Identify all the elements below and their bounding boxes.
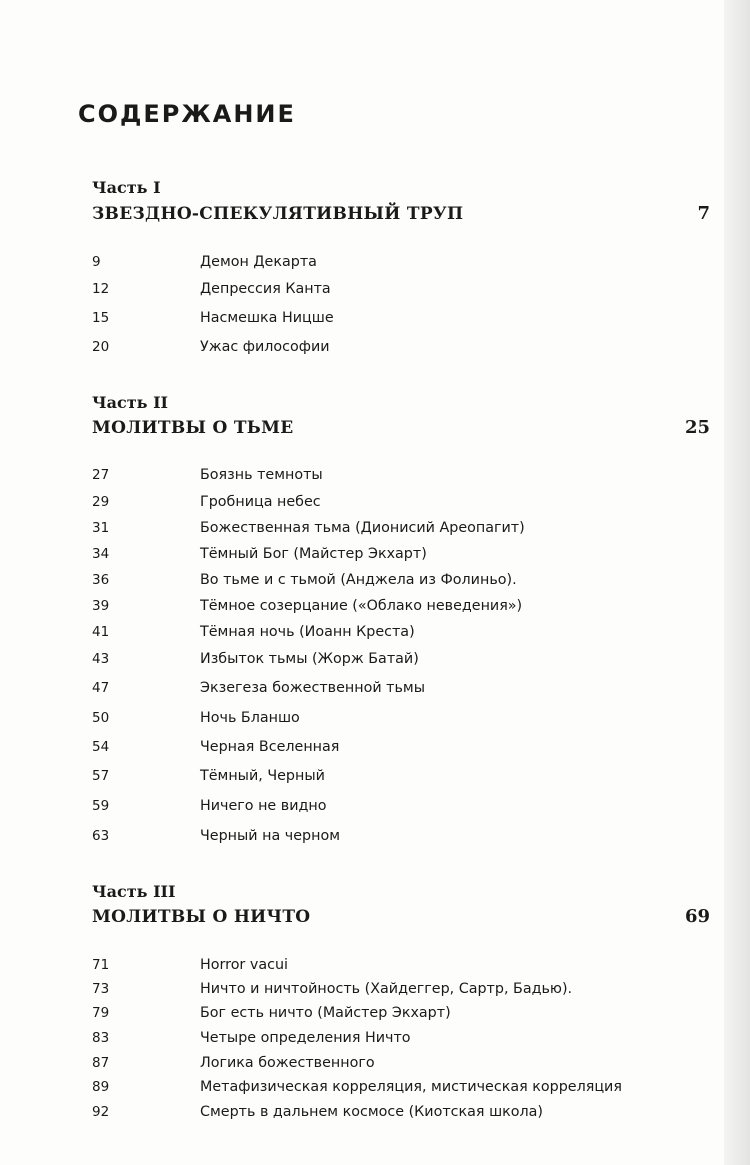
entry-page-number: 83 [92, 1030, 110, 1046]
toc-entry [92, 1005, 672, 1029]
entry-page-number: 54 [92, 739, 110, 755]
entry-page-number: 41 [92, 624, 110, 640]
toc-entry [92, 467, 672, 491]
entry-title: Ночь Бланшо [200, 710, 300, 726]
entry-title: Метафизическая корреляция, мистическая корреляция [200, 1079, 622, 1095]
part-3-title: МОЛИТВЫ О НИЧТО [92, 907, 311, 927]
toc-entry [92, 598, 672, 622]
toc-entry [92, 981, 672, 1005]
part-1-page: 7 [697, 203, 710, 224]
toc-entry [92, 1055, 672, 1079]
entry-page-number: 34 [92, 546, 110, 562]
entry-title: Логика божественного [200, 1055, 375, 1071]
entry-title: Четыре определения Ничто [200, 1030, 411, 1046]
entry-title: Экзегеза божественной тьмы [200, 680, 425, 696]
toc-entry [92, 546, 672, 570]
entry-title: Демон Декарта [200, 254, 317, 270]
entry-title: Насмешка Ницше [200, 310, 334, 326]
part-2-label: Часть II [92, 393, 169, 412]
entry-title: Боязнь темноты [200, 467, 323, 483]
toc-entry [92, 520, 672, 544]
entry-title: Ничего не видно [200, 798, 327, 814]
entry-title: Депрессия Канта [200, 281, 331, 297]
entry-title: Божественная тьма (Дионисий Ареопагит) [200, 520, 525, 536]
page-title: СОДЕРЖАНИЕ [78, 100, 296, 128]
entry-page-number: 79 [92, 1005, 110, 1021]
toc-entry [92, 494, 672, 518]
part-3-label: Часть III [92, 882, 176, 901]
toc-entry [92, 624, 672, 648]
entry-title: Избыток тьмы (Жорж Батай) [200, 651, 419, 667]
part-3-page: 69 [684, 906, 710, 927]
entry-page-number: 63 [92, 828, 110, 844]
entry-title: Тёмное созерцание («Облако неведения») [200, 598, 523, 614]
entry-page-number: 36 [92, 572, 110, 588]
entry-page-number: 50 [92, 710, 110, 726]
part-2-page: 25 [684, 417, 710, 438]
entry-title: Тёмная ночь (Иоанн Креста) [200, 624, 415, 640]
entry-page-number: 57 [92, 768, 110, 784]
entry-title: Бог есть ничто (Майстер Экхарт) [200, 1005, 451, 1021]
part-2-title: МОЛИТВЫ О ТЬМЕ [92, 418, 294, 438]
toc-entry [92, 957, 672, 981]
entry-page-number: 29 [92, 494, 110, 510]
entry-page-number: 15 [92, 310, 110, 326]
toc-entry [92, 768, 672, 792]
entry-page-number: 73 [92, 981, 110, 997]
entry-page-number: 39 [92, 598, 110, 614]
entry-title: Гробница небес [200, 494, 321, 510]
entry-title: Смерть в дальнем космосе (Киотская школа) [200, 1104, 544, 1120]
toc-entry [92, 310, 672, 334]
toc-entry [92, 710, 672, 734]
toc-entry [92, 651, 672, 675]
entry-page-number: 71 [92, 957, 110, 973]
entry-page-number: 20 [92, 339, 110, 355]
entry-page-number: 89 [92, 1079, 110, 1095]
toc-entry [92, 1104, 672, 1128]
entry-page-number: 47 [92, 680, 110, 696]
entry-page-number: 27 [92, 467, 110, 483]
entry-page-number: 31 [92, 520, 110, 536]
entry-title: Черный на черном [200, 828, 340, 844]
page-edge-shadow [724, 0, 750, 1165]
part-1-label: Часть I [92, 178, 161, 197]
entry-page-number: 59 [92, 798, 110, 814]
entry-title: Во тьме и с тьмой (Анджела из Фолиньо). [200, 572, 517, 588]
entry-page-number: 43 [92, 651, 110, 667]
toc-entry [92, 1079, 672, 1103]
entry-title: Ничто и ничтойность (Хайдеггер, Сартр, Бадью). [200, 981, 573, 997]
toc-entry [92, 339, 672, 363]
toc-entry [92, 281, 672, 305]
entry-page-number: 92 [92, 1104, 110, 1120]
entry-page-number: 87 [92, 1055, 110, 1071]
entry-title: Ужас философии [200, 339, 330, 355]
toc-entry [92, 828, 672, 852]
toc-entry [92, 739, 672, 763]
toc-entry [92, 798, 672, 822]
entry-title: Horror vacui [200, 957, 288, 973]
toc-entry [92, 680, 672, 704]
toc-entry [92, 254, 672, 278]
entry-title: Черная Вселенная [200, 739, 340, 755]
toc-entry [92, 1030, 672, 1054]
toc-entry [92, 572, 672, 596]
entry-title: Тёмный Бог (Майстер Экхарт) [200, 546, 427, 562]
part-1-title: ЗВЕЗДНО-СПЕКУЛЯТИВНЫЙ ТРУП [92, 204, 464, 224]
entry-page-number: 12 [92, 281, 110, 297]
entry-page-number: 9 [92, 254, 101, 270]
entry-title: Тёмный, Черный [200, 768, 325, 784]
